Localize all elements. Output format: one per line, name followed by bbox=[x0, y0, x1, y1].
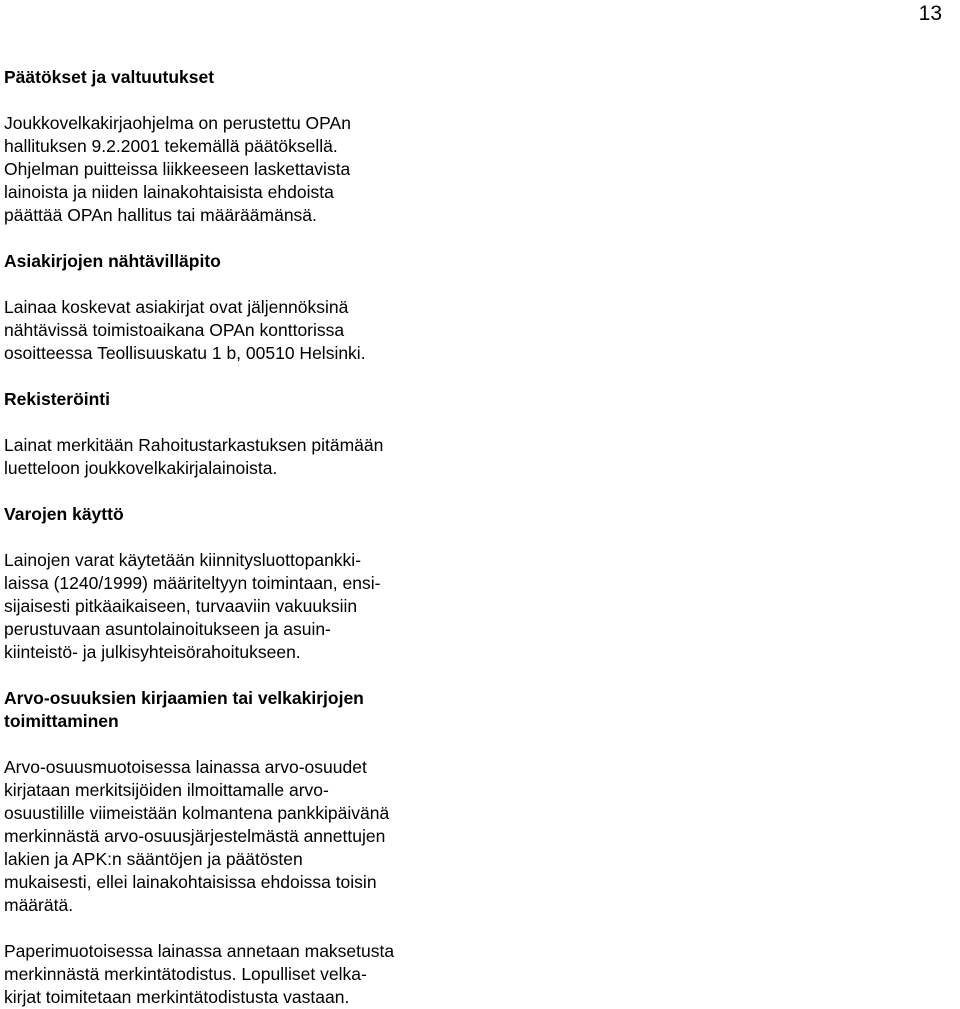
section-use-of-funds bbox=[4, 503, 474, 687]
text-line: kirjataan merkitsijöiden ilmoittamalle arvo- bbox=[4, 780, 329, 800]
paragraph bbox=[4, 940, 474, 1009]
text-line: mukaisesti, ellei lainakohtaisissa ehdoissa toisin bbox=[4, 872, 377, 892]
page-number: 13 bbox=[918, 2, 942, 25]
text-line: laissa (1240/1999) määriteltyyn toimintaan, ensi- bbox=[4, 573, 381, 593]
section-decisions bbox=[4, 66, 474, 250]
text-line: Lainat merkitään Rahoitustarkastuksen pitämään bbox=[4, 435, 384, 455]
paragraph bbox=[4, 756, 474, 917]
text-line: Lainaa koskevat asiakirjat ovat jäljennöksinä bbox=[4, 297, 349, 317]
text-line: sijaisesti pitkäaikaiseen, turvaaviin vakuuksiin bbox=[4, 596, 358, 616]
section-book-entry bbox=[4, 687, 474, 1009]
text-line: hallituksen 9.2.2001 tekemällä päätöksellä. bbox=[4, 136, 338, 156]
text-line: merkinnästä merkintätodistus. Lopulliset velka- bbox=[4, 964, 367, 984]
text-line: määrätä. bbox=[4, 895, 74, 915]
section-documents bbox=[4, 250, 474, 388]
text-line: Lainojen varat käytetään kiinnitysluottopankki- bbox=[4, 550, 362, 570]
paragraph bbox=[4, 296, 474, 365]
section-heading: Rekisteröinti bbox=[4, 389, 110, 409]
text-line: osuustilille viimeistään kolmantena pankkipäivänä bbox=[4, 803, 390, 823]
paragraph bbox=[4, 549, 474, 664]
text-line: nähtävissä toimistoaikana OPAn konttorissa bbox=[4, 320, 345, 340]
text-line: lainoista ja niiden lainakohtaisista ehdoista bbox=[4, 182, 334, 202]
text-line: merkinnästä arvo-osuusjärjestelmästä annettujen bbox=[4, 826, 386, 846]
section-heading: Varojen käyttö bbox=[4, 504, 124, 524]
text-line: Joukkovelkakirjaohjelma on perustettu OPAn bbox=[4, 113, 351, 133]
text-line: perustuvaan asuntolainoitukseen ja asuin- bbox=[4, 619, 331, 639]
section-heading-continued: toimittaminen bbox=[4, 711, 119, 731]
document-body bbox=[4, 66, 474, 1009]
text-line: Ohjelman puitteissa liikkeeseen laskettavista bbox=[4, 159, 351, 179]
text-line: Arvo-osuusmuotoisessa lainassa arvo-osuudet bbox=[4, 757, 367, 777]
text-line: kirjat toimitetaan merkintätodistusta vastaan. bbox=[4, 987, 350, 1007]
text-line: lakien ja APK:n sääntöjen ja päätösten bbox=[4, 849, 303, 869]
paragraph bbox=[4, 434, 474, 480]
section-heading: Asiakirjojen nähtävilläpito bbox=[4, 251, 221, 271]
text-line: osoitteessa Teollisuuskatu 1 b, 00510 Helsinki. bbox=[4, 343, 366, 363]
text-line: kiinteistö- ja julkisyhteisörahoitukseen. bbox=[4, 642, 301, 662]
text-line: päättää OPAn hallitus tai määräämänsä. bbox=[4, 205, 317, 225]
paragraph bbox=[4, 112, 474, 227]
text-line: luetteloon joukkovelkakirjalainoista. bbox=[4, 458, 278, 478]
section-heading: Arvo-osuuksien kirjaamien tai velkakirjojen bbox=[4, 688, 364, 708]
text-line: Paperimuotoisessa lainassa annetaan maksetusta bbox=[4, 941, 395, 961]
section-heading: Päätökset ja valtuutukset bbox=[4, 67, 215, 87]
section-registration bbox=[4, 388, 474, 503]
